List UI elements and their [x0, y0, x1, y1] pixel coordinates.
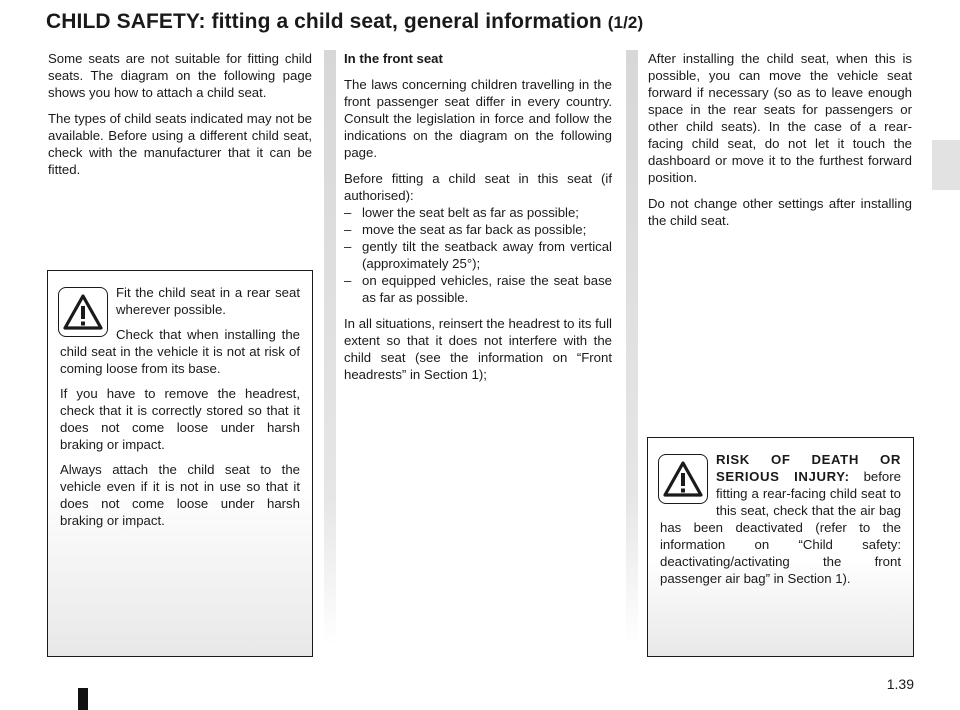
list-item: – gently tilt the seatback away from vertical (approximately 25°); — [344, 238, 612, 272]
warning-paragraph: Check that when installing the child seat in the vehicle it is not at risk of coming loose from its base. — [60, 327, 300, 376]
steps-list — [344, 204, 612, 306]
warning-text: before fitting a rear-facing child seat to this seat, check that the air bag has been deactivated (refer to the information on “Child safety: deactivating/activating the front passenger air bag” in Section 1). — [660, 469, 901, 586]
list-item: – lower the seat belt as far as possible; — [344, 204, 612, 221]
list-item: – move the seat as far back as possible; — [344, 221, 612, 238]
column-left — [48, 50, 312, 187]
list-item: – on equipped vehicles, raise the seat base as far as possible. — [344, 272, 612, 306]
page-number: 1.39 — [886, 676, 914, 692]
title-part-indicator: (1/2) — [607, 13, 644, 32]
title-text: CHILD SAFETY: fitting a child seat, general information — [46, 10, 602, 33]
column-right — [648, 50, 912, 238]
warning-triangle-icon — [658, 454, 708, 504]
page-title — [46, 10, 643, 34]
risk-emphasis: RISK OF DEATH OR SERIOUS INJURY: — [716, 452, 901, 484]
warning-paragraph: Fit the child seat in a rear seat wherever possible. — [116, 285, 300, 317]
paragraph: In all situations, reinsert the headrest to its full extent so that it does not interfere with the child seat (see the information on “Front headrests” in Section 1); — [344, 316, 612, 382]
warning-triangle-icon — [58, 287, 108, 337]
paragraph: Some seats are not suitable for fitting child seats. The diagram on the following page shows you how to attach a child seat. — [48, 51, 312, 100]
column-divider — [324, 50, 336, 646]
column-divider — [626, 50, 638, 646]
warning-box — [47, 270, 313, 657]
warning-box — [647, 437, 914, 657]
warning-paragraph: If you have to remove the headrest, check that it is correctly stored so that it does not come loose under harsh braking or impact. — [60, 386, 300, 452]
paragraph: The types of child seats indicated may not be available. Before using a different child seat, check with the manufacturer that it can be fitted. — [48, 111, 312, 177]
column-middle — [344, 50, 612, 392]
paragraph: After installing the child seat, when this is possible, you can move the vehicle seat forward if necessary (so as to leave enough space in the rear seats for passengers or other child seats). In the case of a rear-facing child seat, do not let it touch the dashboard or move it to the furthest forward position. — [648, 51, 912, 185]
warning-paragraph: Always attach the child seat to the vehicle even if it is not in use so that it does not come loose under harsh braking or impact. — [60, 462, 300, 528]
section-heading: In the front seat — [344, 51, 443, 66]
paragraph: The laws concerning children travelling in the front passenger seat differ in every country. Consult the legislation in force and follow the indications on the diagram on the following page. — [344, 77, 612, 160]
paragraph: Before fitting a child seat in this seat (if authorised): — [344, 171, 612, 203]
paragraph: Do not change other settings after installing the child seat. — [648, 196, 912, 228]
crop-mark — [78, 688, 88, 710]
section-tab-marker — [932, 140, 960, 190]
